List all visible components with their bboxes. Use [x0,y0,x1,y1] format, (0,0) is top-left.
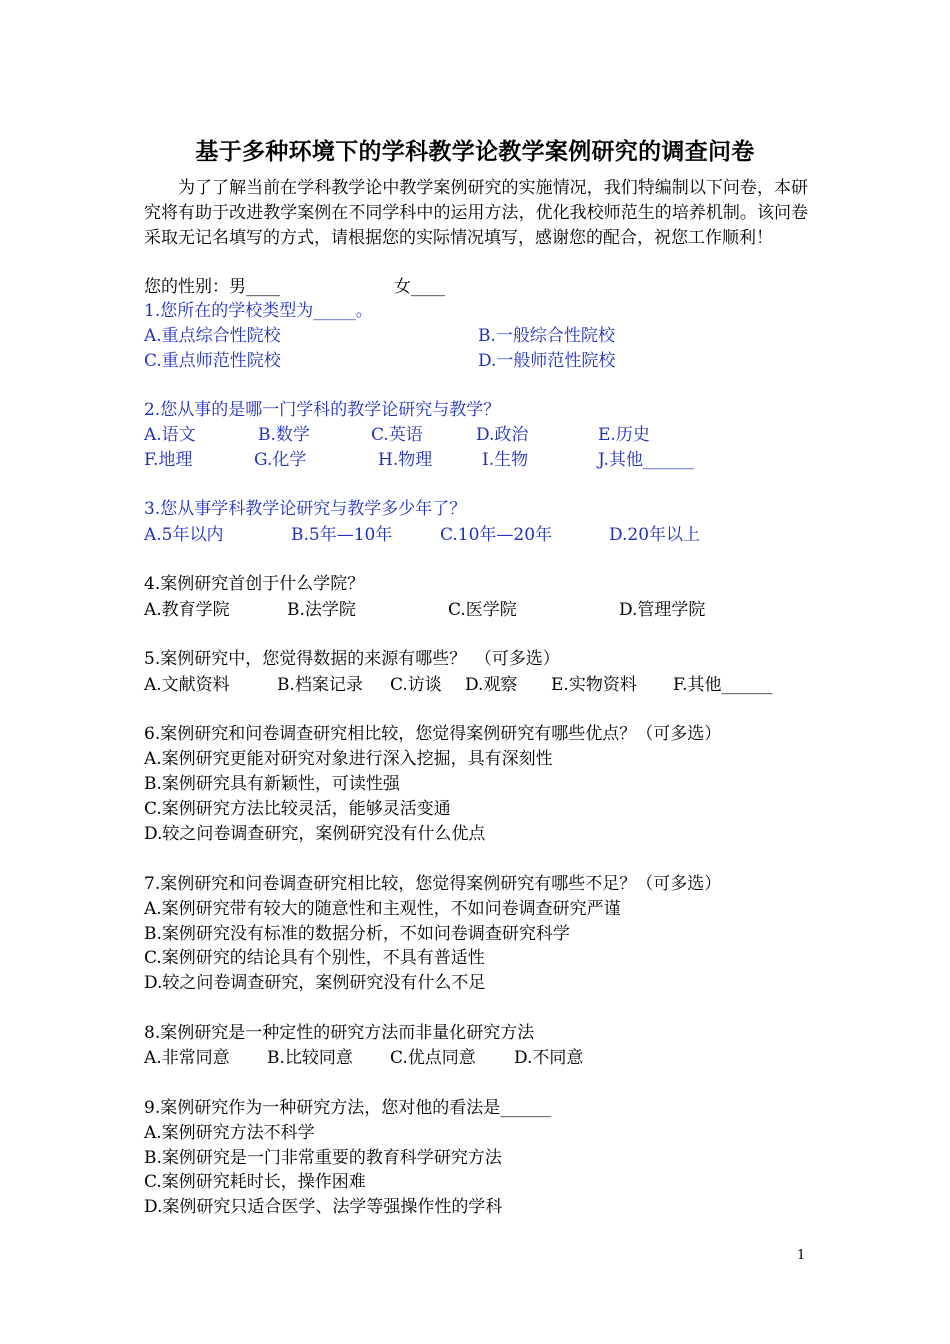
q2-option-d: D.政治 [476,425,529,445]
q8-option-b: B.比较同意 [267,1048,353,1068]
q9-option-b: B.案例研究是一门非常重要的教育科学研究方法 [144,1148,502,1168]
question-1: 1.您所在的学校类型为_____。 [144,301,373,321]
question-8: 8.案例研究是一种定性的研究方法而非量化研究方法 [144,1023,535,1043]
q2-option-f: F.地理 [144,450,193,470]
q1-option-d: D.一般师范性院校 [478,351,616,371]
q3-option-a: A.5年以内 [144,525,224,545]
q5-option-d: D.观察 [465,675,518,695]
q5-option-b: B.档案记录 [277,675,363,695]
q5-option-c: C.访谈 [390,675,442,695]
q1-option-b: B.一般综合性院校 [478,326,615,346]
q1-option-c: C.重点师范性院校 [144,351,281,371]
q2-option-e: E.历史 [598,425,650,445]
q2-option-b: B.数学 [258,425,310,445]
gender-female-label: 女____ [394,277,445,297]
question-6: 6.案例研究和问卷调查研究相比较，您觉得案例研究有哪些优点？（可多选） [144,724,722,744]
q6-option-d: D.较之问卷调查研究，案例研究没有什么优点 [144,824,486,844]
q6-option-b: B.案例研究具有新颖性，可读性强 [144,774,400,794]
q5-option-a: A.文献资料 [144,675,230,695]
question-4: 4.案例研究首创于什么学院？ [144,574,365,594]
q6-option-a: A.案例研究更能对研究对象进行深入挖掘，具有深刻性 [144,749,553,769]
q3-option-b: B.5年—10年 [291,525,393,545]
q4-option-a: A.教育学院 [144,600,230,620]
question-9: 9.案例研究作为一种研究方法，您对他的看法是______ [144,1098,552,1118]
q5-option-e: E.实物资料 [551,675,637,695]
q8-option-a: A.非常同意 [144,1048,230,1068]
q5-option-f: F.其他______ [673,675,773,695]
question-3: 3.您从事学科教学论研究与教学多少年了？ [144,499,467,519]
q2-option-a: A.语文 [144,425,196,445]
q7-option-b: B.案例研究没有标准的数据分析，不如问卷调查研究科学 [144,924,570,944]
q9-option-a: A.案例研究方法不科学 [144,1123,315,1143]
q2-option-i: I.生物 [482,450,529,470]
question-5: 5.案例研究中，您觉得数据的来源有哪些？ （可多选） [144,649,560,669]
document-title: 基于多种环境下的学科教学论教学案例研究的调查问卷 [195,139,755,165]
q9-option-d: D.案例研究只适合医学、法学等强操作性的学科 [144,1197,503,1217]
q3-option-c: C.10年—20年 [440,525,553,545]
q1-option-a: A.重点综合性院校 [144,326,281,346]
q9-option-c: C.案例研究耗时长，操作困难 [144,1172,366,1192]
q2-option-c: C.英语 [371,425,423,445]
q6-option-c: C.案例研究方法比较灵活，能够灵活变通 [144,799,451,819]
q3-option-d: D.20年以上 [609,525,701,545]
q4-option-c: C.医学院 [448,600,517,620]
q7-option-a: A.案例研究带有较大的随意性和主观性，不如问卷调查研究严谨 [144,899,621,919]
intro-paragraph: 为了了解当前在学科教学论中教学案例研究的实施情况，我们特编制以下问卷，本研究将有助于改进教学案例在不同学科中的运用方法，优化我校师范生的培养机制。该问卷采取无记名填写的方式，请根据您的实际情况填写，感谢您的配合，祝您工作顺利！ [144,178,808,248]
q2-option-h: H.物理 [378,450,433,470]
q8-option-c: C.优点同意 [390,1048,476,1068]
question-7: 7.案例研究和问卷调查研究相比较，您觉得案例研究有哪些不足？（可多选） [144,874,722,894]
q7-option-d: D.较之问卷调查研究，案例研究没有什么不足 [144,973,486,993]
q7-option-c: C.案例研究的结论具有个别性，不具有普适性 [144,948,485,968]
question-2: 2.您从事的是哪一门学科的教学论研究与教学？ [144,400,501,420]
q4-option-b: B.法学院 [287,600,356,620]
page-number: 1 [797,1248,806,1263]
q2-option-g: G.化学 [254,450,307,470]
gender-male-label: 您的性别：男____ [144,277,280,297]
q8-option-d: D.不同意 [514,1048,584,1068]
q4-option-d: D.管理学院 [619,600,706,620]
q2-option-j: J.其他______ [598,450,694,470]
